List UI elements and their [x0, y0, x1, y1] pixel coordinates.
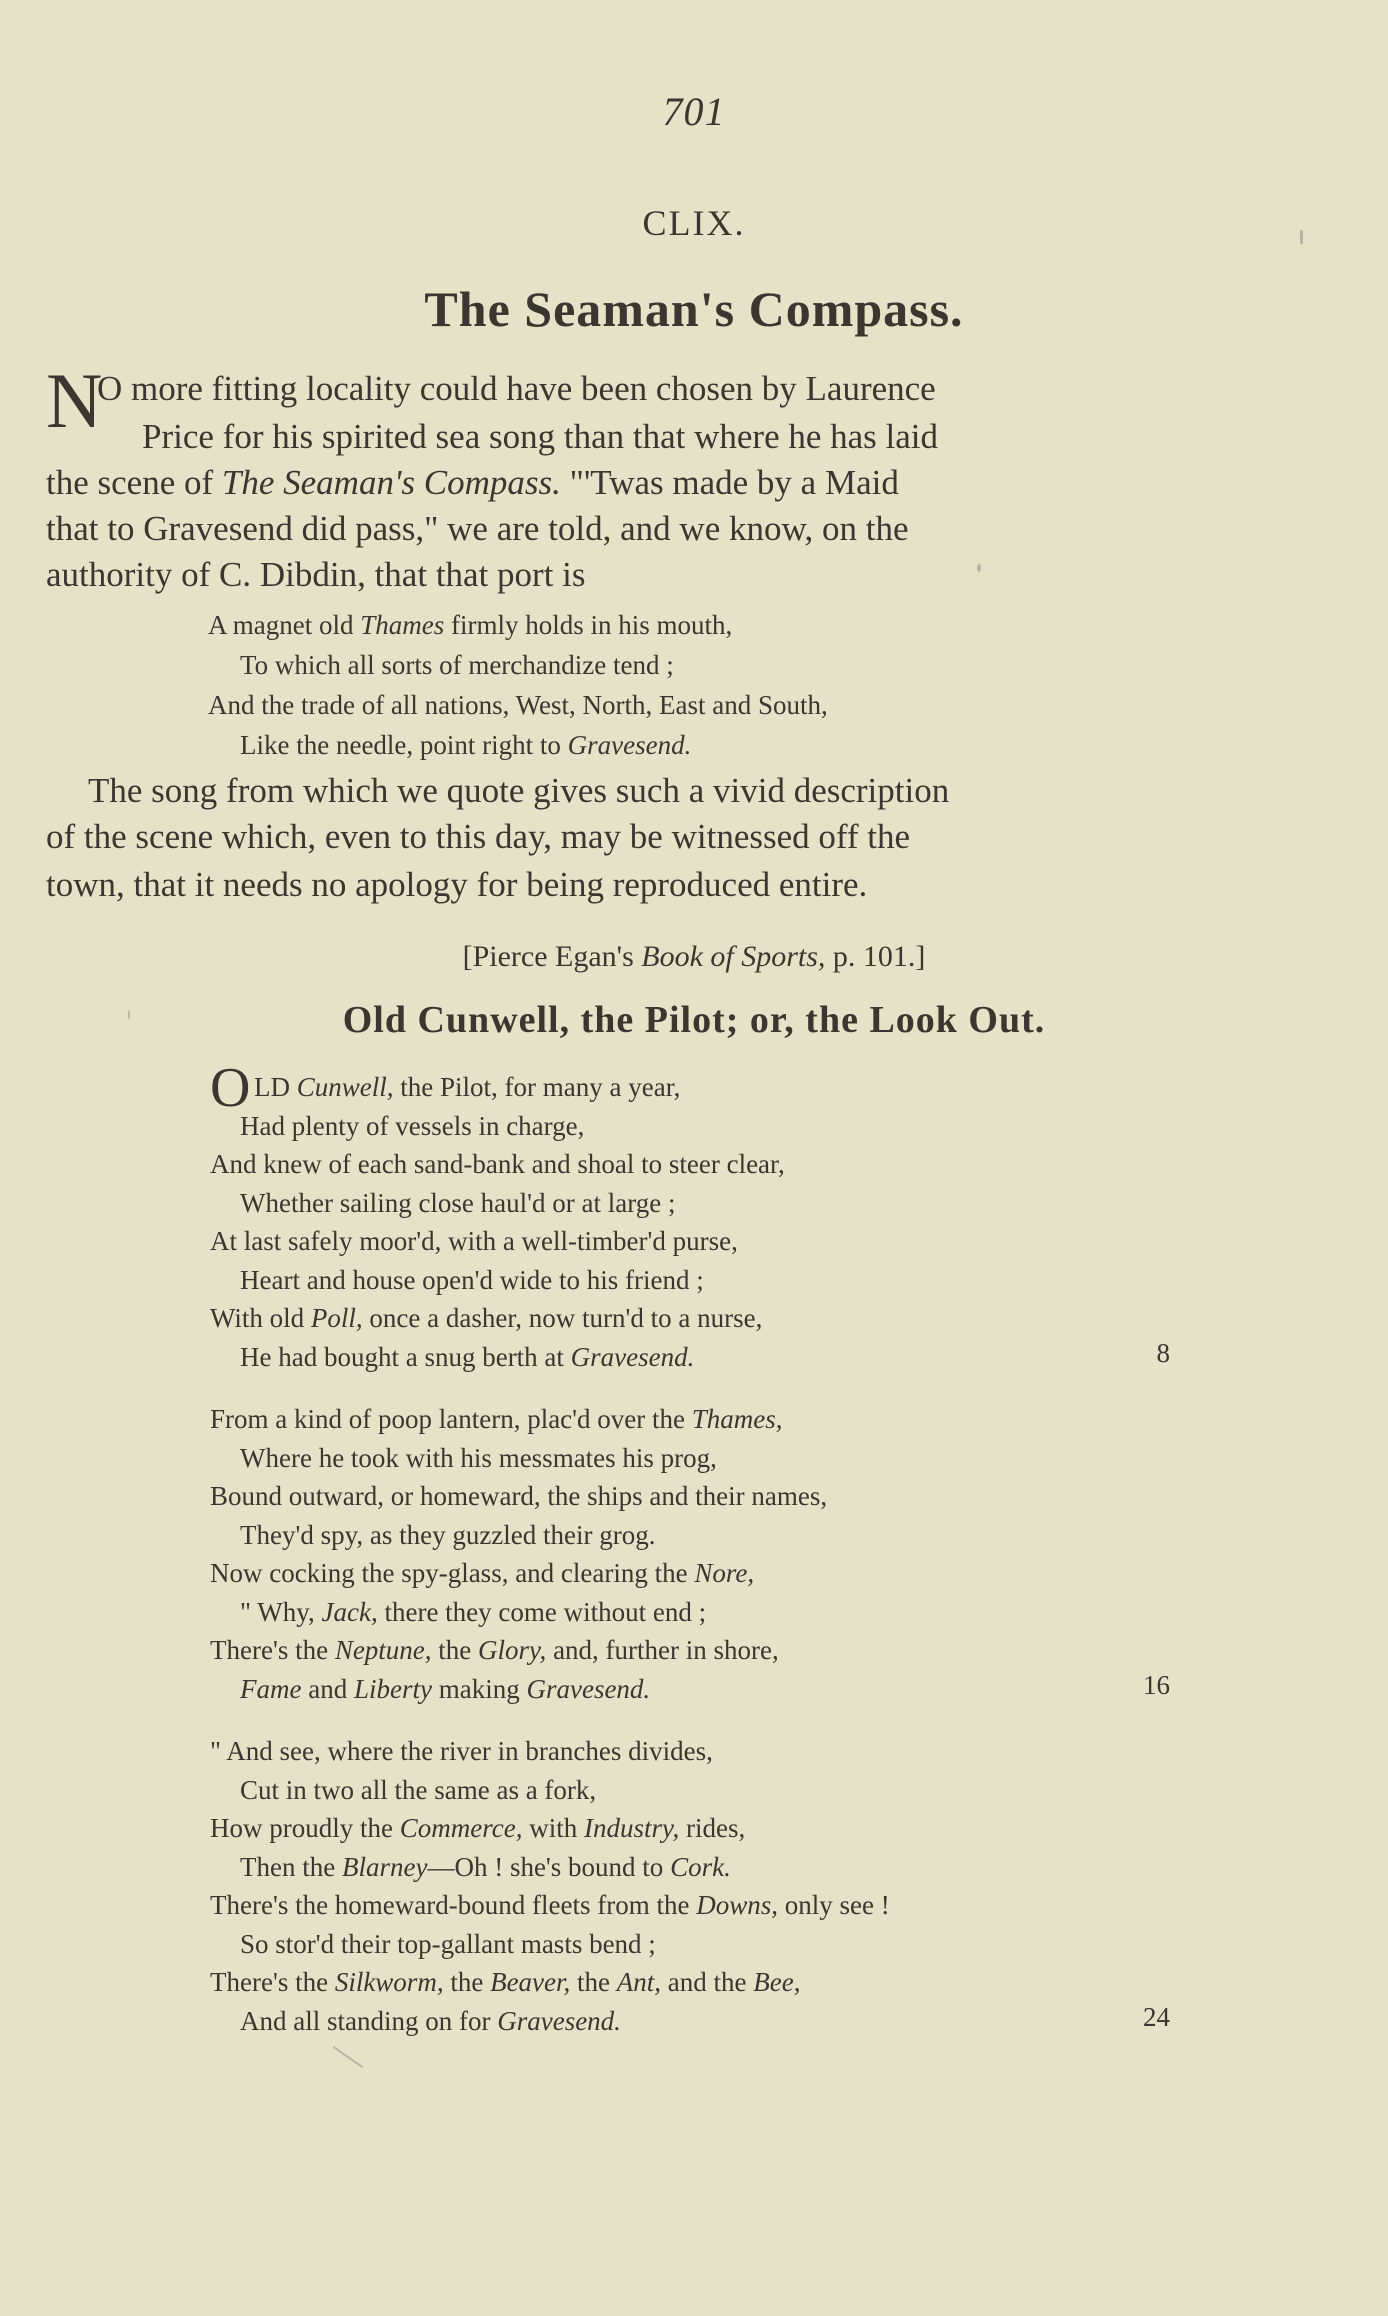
italic-text: Gravesend. [497, 2005, 621, 2036]
intro-line: that to Gravesend did pass," we are told, and we know, on the [46, 509, 909, 548]
intro-line [46, 460, 899, 505]
text-run: A magnet old [208, 610, 361, 640]
italic-text: Silkworm, [334, 1967, 444, 1997]
text-run: and, further in shore, [546, 1635, 779, 1665]
italic-text: Ant, [616, 1967, 662, 1997]
text-run: Then the [240, 1851, 342, 1882]
text-run: There's the [210, 1967, 335, 1997]
italic-text: Thames [360, 610, 445, 640]
text-run: And all standing on for [240, 2005, 498, 2036]
italic-text: Gravesend. [567, 730, 692, 760]
italic-text: Glory, [478, 1635, 547, 1665]
paper-speck [977, 564, 981, 572]
italic-text: Cunwell, [296, 1072, 394, 1102]
paper-speck [1300, 230, 1303, 244]
song-title: Old Cunwell, the Pilot; or, the Look Out. [342, 999, 1046, 1041]
italic-text: Downs, [696, 1890, 778, 1920]
text-run: LD [254, 1072, 297, 1102]
italic-text: Beaver, [490, 1967, 571, 1997]
verse-line [240, 1848, 731, 1886]
closing-line: town, that it needs no apology for being reproduced entire. [46, 865, 868, 904]
verse-line: And knew of each sand-bank and shoal to steer clear, [210, 1149, 785, 1179]
text-run: "'Twas made by a Maid [560, 463, 899, 502]
text-run: with [522, 1813, 584, 1843]
text-run: How proudly the [210, 1813, 400, 1843]
intro-line: O more fitting locality could have been chosen by Laurence [97, 369, 936, 408]
verse-line [210, 1400, 783, 1438]
verse-line: Cut in two all the same as a fork, [240, 1774, 597, 1805]
line-number: 8 [1156, 1337, 1170, 1368]
italic-text: Liberty [353, 1673, 432, 1704]
line-number: 16 [1143, 1669, 1170, 1700]
italic-text: Nore, [694, 1558, 755, 1588]
quote-line [208, 606, 732, 644]
text-run: " Why, [240, 1596, 322, 1627]
italic-text: Book of Sports, [641, 940, 826, 973]
text-run: p. 101.] [825, 940, 926, 973]
text-run: There's the homeward-bound fleets from the [210, 1890, 697, 1920]
text-run: He had bought a snug berth at [240, 1341, 571, 1372]
italic-text: Commerce, [399, 1813, 523, 1843]
verse-line [210, 1963, 801, 2001]
italic-text: The Seaman's Compass. [221, 463, 561, 502]
verse-initial: O [210, 1057, 251, 1119]
verse-line [240, 1338, 694, 1376]
chapter-title: The Seaman's Compass. [424, 281, 964, 337]
text-run: only see ! [777, 1890, 890, 1920]
verse-line [210, 1299, 762, 1337]
verse-line: Whether sailing close haul'd or at large ; [240, 1187, 676, 1218]
quote-line: And the trade of all nations, West, North, East and South, [208, 690, 828, 720]
italic-text: Neptune, [334, 1635, 432, 1665]
intro-line: Price for his spirited sea song than that where he has laid [142, 417, 939, 456]
closing-line: of the scene which, even to this day, may be witnessed off the [46, 817, 911, 856]
quote-line: To which all sorts of merchandize tend ; [240, 650, 674, 680]
text-run: there they come without end ; [377, 1596, 707, 1627]
italic-text: Industry, [583, 1813, 680, 1843]
page-number: 701 [662, 89, 726, 134]
quote-line [240, 726, 691, 764]
text-run: —Oh ! she's bound to [427, 1851, 671, 1882]
text-run: [Pierce Egan's [462, 940, 642, 973]
text-run: once a dasher, now turn'd to a nurse, [362, 1303, 763, 1333]
italic-text: Bee, [753, 1967, 801, 1997]
verse-line [240, 1670, 650, 1708]
text-run: the Pilot, for many a year, [393, 1072, 681, 1102]
verse-line: Had plenty of vessels in charge, [240, 1110, 585, 1141]
chapter-number: CLIX. [642, 203, 746, 243]
text-run: and the [661, 1967, 754, 1997]
text-run: the [431, 1635, 479, 1665]
verse-line: At last safely moor'd, with a well-timber'd purse, [210, 1226, 738, 1256]
text-run: firmly holds in his mouth, [444, 610, 733, 640]
intro-line: authority of C. Dibdin, that that port is [46, 555, 586, 594]
text-run: There's the [210, 1635, 335, 1665]
text-run: the [570, 1967, 617, 1997]
italic-text: Blarney [341, 1851, 428, 1882]
paper-speck [333, 2046, 364, 2068]
italic-text: Thames, [691, 1404, 783, 1434]
verse-line [210, 1554, 754, 1592]
italic-text: Jack, [321, 1596, 378, 1627]
verse-line: Bound outward, or homeward, the ships and their names, [210, 1481, 828, 1511]
text-run: the [443, 1967, 491, 1997]
verse-line [210, 1886, 890, 1924]
verse-line [210, 1631, 779, 1669]
source-citation [0, 940, 1388, 974]
paper-speck [128, 1010, 130, 1020]
line-number: 24 [1143, 2001, 1170, 2032]
italic-text: Gravesend. [526, 1673, 651, 1704]
verse-line: They'd spy, as they guzzled their grog. [240, 1519, 656, 1550]
text-run: With old [210, 1303, 311, 1333]
text-run: and [301, 1673, 354, 1704]
italic-text: Fame [240, 1673, 302, 1704]
text-run: From a kind of poop lantern, plac'd over the [210, 1404, 692, 1434]
text-run: rides, [679, 1813, 746, 1843]
verse-line [210, 1809, 745, 1847]
verse-line [240, 2002, 621, 2040]
verse-line: Heart and house open'd wide to his friend ; [240, 1264, 704, 1295]
italic-text: Gravesend. [570, 1341, 695, 1372]
italic-text: Cork. [670, 1851, 731, 1882]
verse-line: So stor'd their top-gallant masts bend ; [240, 1928, 656, 1959]
verse-line [240, 1593, 706, 1631]
italic-text: Poll, [310, 1303, 363, 1333]
closing-line: The song from which we quote gives such a vivid description [88, 771, 950, 810]
text-run: Now cocking the spy-glass, and clearing the [210, 1558, 695, 1588]
text-run: making [431, 1673, 527, 1704]
verse-line: " And see, where the river in branches divides, [210, 1736, 713, 1766]
verse-line [254, 1068, 680, 1106]
text-run: Like the needle, point right to [240, 730, 568, 760]
text-run: the scene of [46, 463, 222, 502]
drop-cap: N [46, 357, 103, 444]
verse-line: Where he took with his messmates his prog, [240, 1442, 717, 1473]
